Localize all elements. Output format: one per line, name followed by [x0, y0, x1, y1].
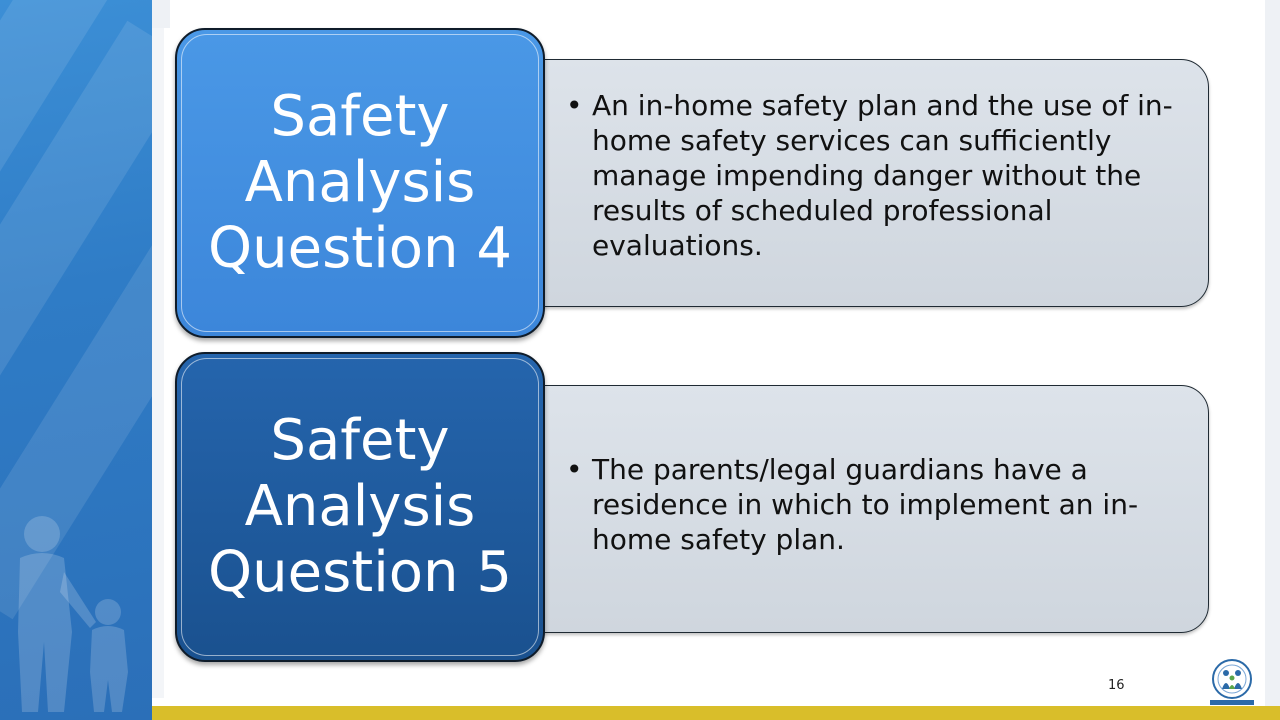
slide-number: 16 — [1108, 678, 1125, 693]
bullet-marker: • — [566, 453, 583, 486]
department-seal-logo-icon — [1202, 657, 1262, 707]
right-border — [1265, 0, 1280, 720]
safety-question-card — [175, 28, 1215, 340]
question-title: Safety Analysis Question 4 — [208, 84, 512, 281]
question-description-text: The parents/legal guardians have a residence in which to implement an in-home safety plan. — [592, 453, 1139, 556]
bullet-marker: • — [566, 89, 583, 122]
safety-question-card — [175, 352, 1215, 664]
question-description-box — [535, 385, 1209, 633]
content-edge — [152, 28, 164, 698]
question-title: Safety Analysis Question 5 — [208, 408, 512, 605]
question-description-box — [535, 59, 1209, 307]
question-description-text: An in-home safety plan and the use of in-home safety services can sufficiently manage impending danger without the results of scheduled professional evaluations. — [592, 89, 1173, 262]
question-title-box — [175, 28, 545, 338]
accent-bar — [152, 706, 1280, 720]
question-description-item — [566, 452, 1188, 557]
parent-child-silhouette-icon — [0, 512, 152, 712]
side-decoration-panel — [0, 0, 152, 720]
top-border — [152, 0, 1280, 28]
question-title-box — [175, 352, 545, 662]
question-description-item — [566, 88, 1188, 263]
